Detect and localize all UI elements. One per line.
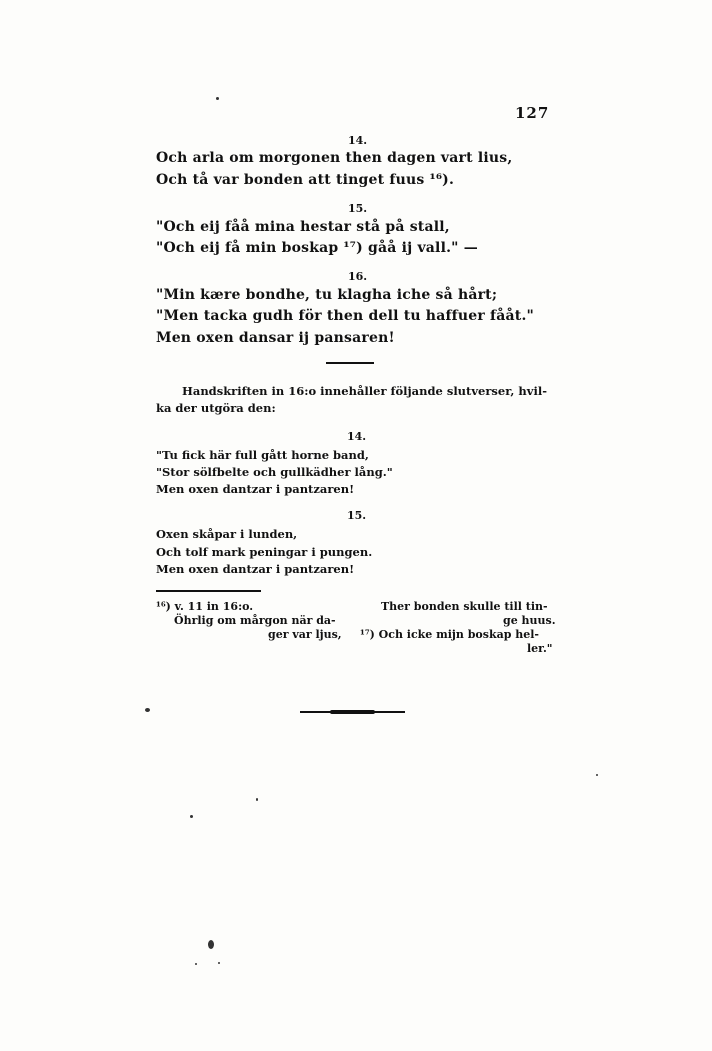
stanza-number: 14. — [347, 430, 367, 443]
footnote-line: ge huus. — [503, 614, 556, 627]
footnote-line: Ther bonden skulle till tin- — [381, 600, 548, 613]
scan-speck — [208, 940, 214, 949]
stanza-number: 14. — [348, 134, 368, 147]
verse-line: "Tu fick här full gått horne band, — [156, 448, 369, 462]
stanza-number: 15. — [347, 509, 367, 522]
scan-speck — [256, 798, 258, 801]
scan-speck — [218, 962, 220, 964]
note-intro-line: Handskriften in 16:o innehåller följande slutverser, hvil- — [182, 384, 547, 398]
footnote-line: ler." — [527, 642, 553, 655]
section-divider — [326, 362, 374, 364]
footnote-line: ¹⁶) v. 11 in 16:o. — [156, 600, 254, 613]
verse-line: Men oxen dansar ij pansaren! — [156, 330, 395, 346]
scan-speck — [145, 708, 150, 712]
verse-line: Oxen skåpar i lunden, — [156, 527, 298, 541]
note-intro-line: ka der utgöra den: — [156, 401, 276, 415]
verse-line: Men oxen dantzar i pantzaren! — [156, 482, 355, 496]
page-number: 127 — [515, 104, 550, 122]
stanza-number: 16. — [348, 270, 368, 283]
scan-speck — [216, 97, 219, 100]
footnote-line: ger var ljus, — [268, 628, 342, 641]
scan-speck — [596, 774, 598, 776]
verse-line: Men oxen dantzar i pantzaren! — [156, 562, 355, 576]
verse-line: Och arla om morgonen then dagen vart lius, — [156, 150, 513, 166]
scan-speck — [195, 963, 197, 965]
verse-line: "Men tacka gudh för then dell tu haffuer fååt." — [156, 308, 535, 324]
end-ornament-center — [330, 710, 375, 714]
verse-line: Och tolf mark peningar i pungen. — [156, 545, 373, 559]
verse-line: "Och eij få min boskap ¹⁷) gåå ij vall." — — [156, 240, 478, 256]
stanza-number: 15. — [348, 202, 368, 215]
footnote-line: ¹⁷) Och icke mijn boskap hel- — [360, 628, 539, 641]
verse-line: "Och eij fåå mina hestar stå på stall, — [156, 219, 450, 235]
scan-speck — [190, 815, 193, 818]
verse-line: "Min kære bondhe, tu klagha iche så hårt; — [156, 287, 498, 303]
footnote-line: Öhrlig om mårgon när da- — [174, 614, 336, 627]
verse-line: Och tå var bonden att tinget fuus ¹⁶). — [156, 172, 455, 188]
footnote-rule — [156, 590, 261, 592]
verse-line: "Stor sölfbelte och gullkädher lång." — [156, 465, 393, 479]
